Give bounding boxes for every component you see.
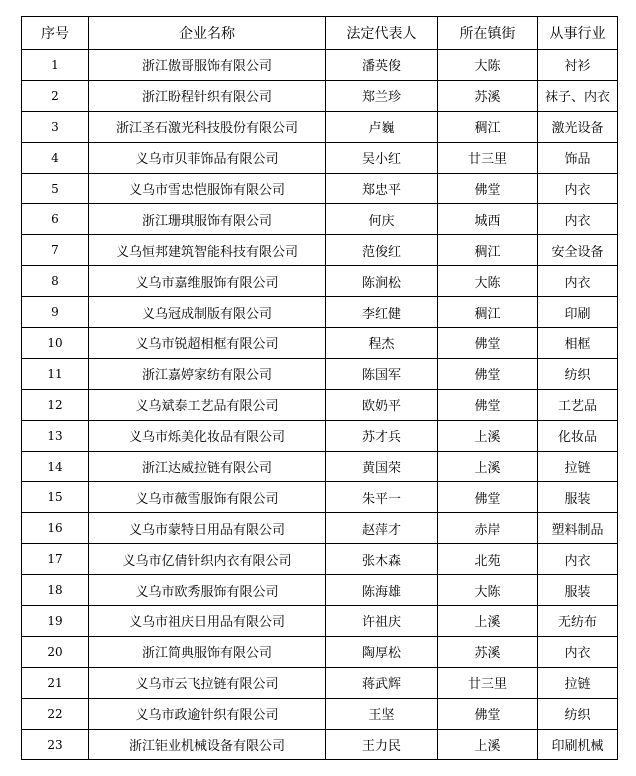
serial-number-cell: 7 xyxy=(22,235,89,266)
company-name-cell: 义乌市嘉维服饰有限公司 xyxy=(89,266,326,297)
industry-cell: 内衣 xyxy=(538,544,618,575)
header-industry: 从事行业 xyxy=(538,17,618,50)
industry-cell: 安全设备 xyxy=(538,235,618,266)
legal-representative-cell: 陈国军 xyxy=(326,358,438,389)
company-name-cell: 义乌市烁美化妆品有限公司 xyxy=(89,420,326,451)
table-header xyxy=(22,17,618,50)
legal-representative-cell: 卢巍 xyxy=(326,111,438,142)
industry-cell: 内衣 xyxy=(538,204,618,235)
table-row xyxy=(22,266,618,297)
town-cell: 上溪 xyxy=(438,606,538,637)
legal-representative-cell: 潘英俊 xyxy=(326,50,438,81)
company-name-cell: 浙江圣石激光科技股份有限公司 xyxy=(89,111,326,142)
company-name-cell: 浙江盼程针织有限公司 xyxy=(89,80,326,111)
table-row xyxy=(22,482,618,513)
table-row xyxy=(22,636,618,667)
serial-number-cell: 8 xyxy=(22,266,89,297)
legal-representative-cell: 赵萍才 xyxy=(326,513,438,544)
legal-representative-cell: 王力民 xyxy=(326,729,438,760)
header-legal-representative: 法定代表人 xyxy=(326,17,438,50)
company-name-cell: 义乌恒邦建筑智能科技有限公司 xyxy=(89,235,326,266)
legal-representative-cell: 陈海雄 xyxy=(326,575,438,606)
company-name-cell: 义乌市祖庆日用品有限公司 xyxy=(89,606,326,637)
table-row xyxy=(22,389,618,420)
town-cell: 苏溪 xyxy=(438,636,538,667)
town-cell: 上溪 xyxy=(438,729,538,760)
header-serial-number: 序号 xyxy=(22,17,89,50)
town-cell: 苏溪 xyxy=(438,80,538,111)
legal-representative-cell: 苏才兵 xyxy=(326,420,438,451)
serial-number-cell: 16 xyxy=(22,513,89,544)
table-row xyxy=(22,575,618,606)
serial-number-cell: 6 xyxy=(22,204,89,235)
table-row xyxy=(22,204,618,235)
industry-cell: 化妆品 xyxy=(538,420,618,451)
serial-number-cell: 9 xyxy=(22,297,89,328)
industry-cell: 纺织 xyxy=(538,358,618,389)
serial-number-cell: 2 xyxy=(22,80,89,111)
serial-number-cell: 12 xyxy=(22,389,89,420)
serial-number-cell: 14 xyxy=(22,451,89,482)
legal-representative-cell: 欧奶平 xyxy=(326,389,438,420)
industry-cell: 内衣 xyxy=(538,636,618,667)
town-cell: 佛堂 xyxy=(438,389,538,420)
table-row xyxy=(22,729,618,760)
serial-number-cell: 13 xyxy=(22,420,89,451)
company-name-cell: 义乌斌泰工艺品有限公司 xyxy=(89,389,326,420)
company-name-cell: 义乌市政逾针织有限公司 xyxy=(89,698,326,729)
company-name-cell: 义乌市雪忠恺服饰有限公司 xyxy=(89,173,326,204)
company-name-cell: 义乌市贝菲饰品有限公司 xyxy=(89,142,326,173)
town-cell: 佛堂 xyxy=(438,698,538,729)
table-row xyxy=(22,297,618,328)
table-row xyxy=(22,698,618,729)
table-row xyxy=(22,80,618,111)
table-row xyxy=(22,513,618,544)
legal-representative-cell: 程杰 xyxy=(326,328,438,359)
company-name-cell: 浙江珊琪服饰有限公司 xyxy=(89,204,326,235)
industry-cell: 相框 xyxy=(538,328,618,359)
header-row xyxy=(22,17,618,50)
town-cell: 佛堂 xyxy=(438,173,538,204)
legal-representative-cell: 蒋武辉 xyxy=(326,667,438,698)
serial-number-cell: 3 xyxy=(22,111,89,142)
serial-number-cell: 11 xyxy=(22,358,89,389)
serial-number-cell: 15 xyxy=(22,482,89,513)
company-table xyxy=(21,16,618,760)
company-name-cell: 义乌市蒙特日用品有限公司 xyxy=(89,513,326,544)
industry-cell: 衬衫 xyxy=(538,50,618,81)
company-name-cell: 浙江达威拉链有限公司 xyxy=(89,451,326,482)
industry-cell: 纺织 xyxy=(538,698,618,729)
company-name-cell: 义乌冠成制版有限公司 xyxy=(89,297,326,328)
industry-cell: 印刷机械 xyxy=(538,729,618,760)
serial-number-cell: 20 xyxy=(22,636,89,667)
company-name-cell: 浙江嘉婷家纺有限公司 xyxy=(89,358,326,389)
legal-representative-cell: 何庆 xyxy=(326,204,438,235)
town-cell: 佛堂 xyxy=(438,358,538,389)
legal-representative-cell: 黄国荣 xyxy=(326,451,438,482)
company-name-cell: 浙江简典服饰有限公司 xyxy=(89,636,326,667)
industry-cell: 拉链 xyxy=(538,667,618,698)
company-name-cell: 浙江钜业机械设备有限公司 xyxy=(89,729,326,760)
table-row xyxy=(22,451,618,482)
header-town: 所在镇街 xyxy=(438,17,538,50)
company-name-cell: 义乌市薇雪服饰有限公司 xyxy=(89,482,326,513)
legal-representative-cell: 吴小红 xyxy=(326,142,438,173)
serial-number-cell: 22 xyxy=(22,698,89,729)
serial-number-cell: 1 xyxy=(22,50,89,81)
table-row xyxy=(22,667,618,698)
legal-representative-cell: 张木森 xyxy=(326,544,438,575)
town-cell: 赤岸 xyxy=(438,513,538,544)
table-row xyxy=(22,358,618,389)
legal-representative-cell: 范俊红 xyxy=(326,235,438,266)
town-cell: 大陈 xyxy=(438,266,538,297)
table-row xyxy=(22,328,618,359)
legal-representative-cell: 李红健 xyxy=(326,297,438,328)
serial-number-cell: 19 xyxy=(22,606,89,637)
town-cell: 廿三里 xyxy=(438,667,538,698)
industry-cell: 工艺品 xyxy=(538,389,618,420)
legal-representative-cell: 朱平一 xyxy=(326,482,438,513)
town-cell: 大陈 xyxy=(438,50,538,81)
industry-cell: 拉链 xyxy=(538,451,618,482)
town-cell: 上溪 xyxy=(438,451,538,482)
table-body xyxy=(22,50,618,760)
industry-cell: 服装 xyxy=(538,575,618,606)
legal-representative-cell: 许祖庆 xyxy=(326,606,438,637)
town-cell: 佛堂 xyxy=(438,482,538,513)
table-row xyxy=(22,173,618,204)
serial-number-cell: 21 xyxy=(22,667,89,698)
industry-cell: 内衣 xyxy=(538,173,618,204)
legal-representative-cell: 王坚 xyxy=(326,698,438,729)
legal-representative-cell: 陈涧松 xyxy=(326,266,438,297)
legal-representative-cell: 陶厚松 xyxy=(326,636,438,667)
company-name-cell: 义乌市锐超相框有限公司 xyxy=(89,328,326,359)
serial-number-cell: 23 xyxy=(22,729,89,760)
table-row xyxy=(22,544,618,575)
serial-number-cell: 17 xyxy=(22,544,89,575)
town-cell: 佛堂 xyxy=(438,328,538,359)
table-row xyxy=(22,235,618,266)
table-row xyxy=(22,142,618,173)
legal-representative-cell: 郑兰珍 xyxy=(326,80,438,111)
table-row xyxy=(22,420,618,451)
table-row xyxy=(22,606,618,637)
town-cell: 廿三里 xyxy=(438,142,538,173)
table-row xyxy=(22,50,618,81)
industry-cell: 饰品 xyxy=(538,142,618,173)
serial-number-cell: 5 xyxy=(22,173,89,204)
legal-representative-cell: 郑忠平 xyxy=(326,173,438,204)
industry-cell: 服装 xyxy=(538,482,618,513)
town-cell: 城西 xyxy=(438,204,538,235)
serial-number-cell: 4 xyxy=(22,142,89,173)
industry-cell: 印刷 xyxy=(538,297,618,328)
company-name-cell: 义乌市欧秀服饰有限公司 xyxy=(89,575,326,606)
serial-number-cell: 18 xyxy=(22,575,89,606)
industry-cell: 塑料制品 xyxy=(538,513,618,544)
town-cell: 稠江 xyxy=(438,297,538,328)
company-name-cell: 浙江傲哥服饰有限公司 xyxy=(89,50,326,81)
company-name-cell: 义乌市亿倩针织内衣有限公司 xyxy=(89,544,326,575)
table-row xyxy=(22,111,618,142)
town-cell: 北苑 xyxy=(438,544,538,575)
industry-cell: 无纺布 xyxy=(538,606,618,637)
town-cell: 稠江 xyxy=(438,111,538,142)
town-cell: 上溪 xyxy=(438,420,538,451)
industry-cell: 袜子、内衣 xyxy=(538,80,618,111)
industry-cell: 内衣 xyxy=(538,266,618,297)
industry-cell: 激光设备 xyxy=(538,111,618,142)
town-cell: 稠江 xyxy=(438,235,538,266)
serial-number-cell: 10 xyxy=(22,328,89,359)
town-cell: 大陈 xyxy=(438,575,538,606)
company-name-cell: 义乌市云飞拉链有限公司 xyxy=(89,667,326,698)
header-company-name: 企业名称 xyxy=(89,17,326,50)
